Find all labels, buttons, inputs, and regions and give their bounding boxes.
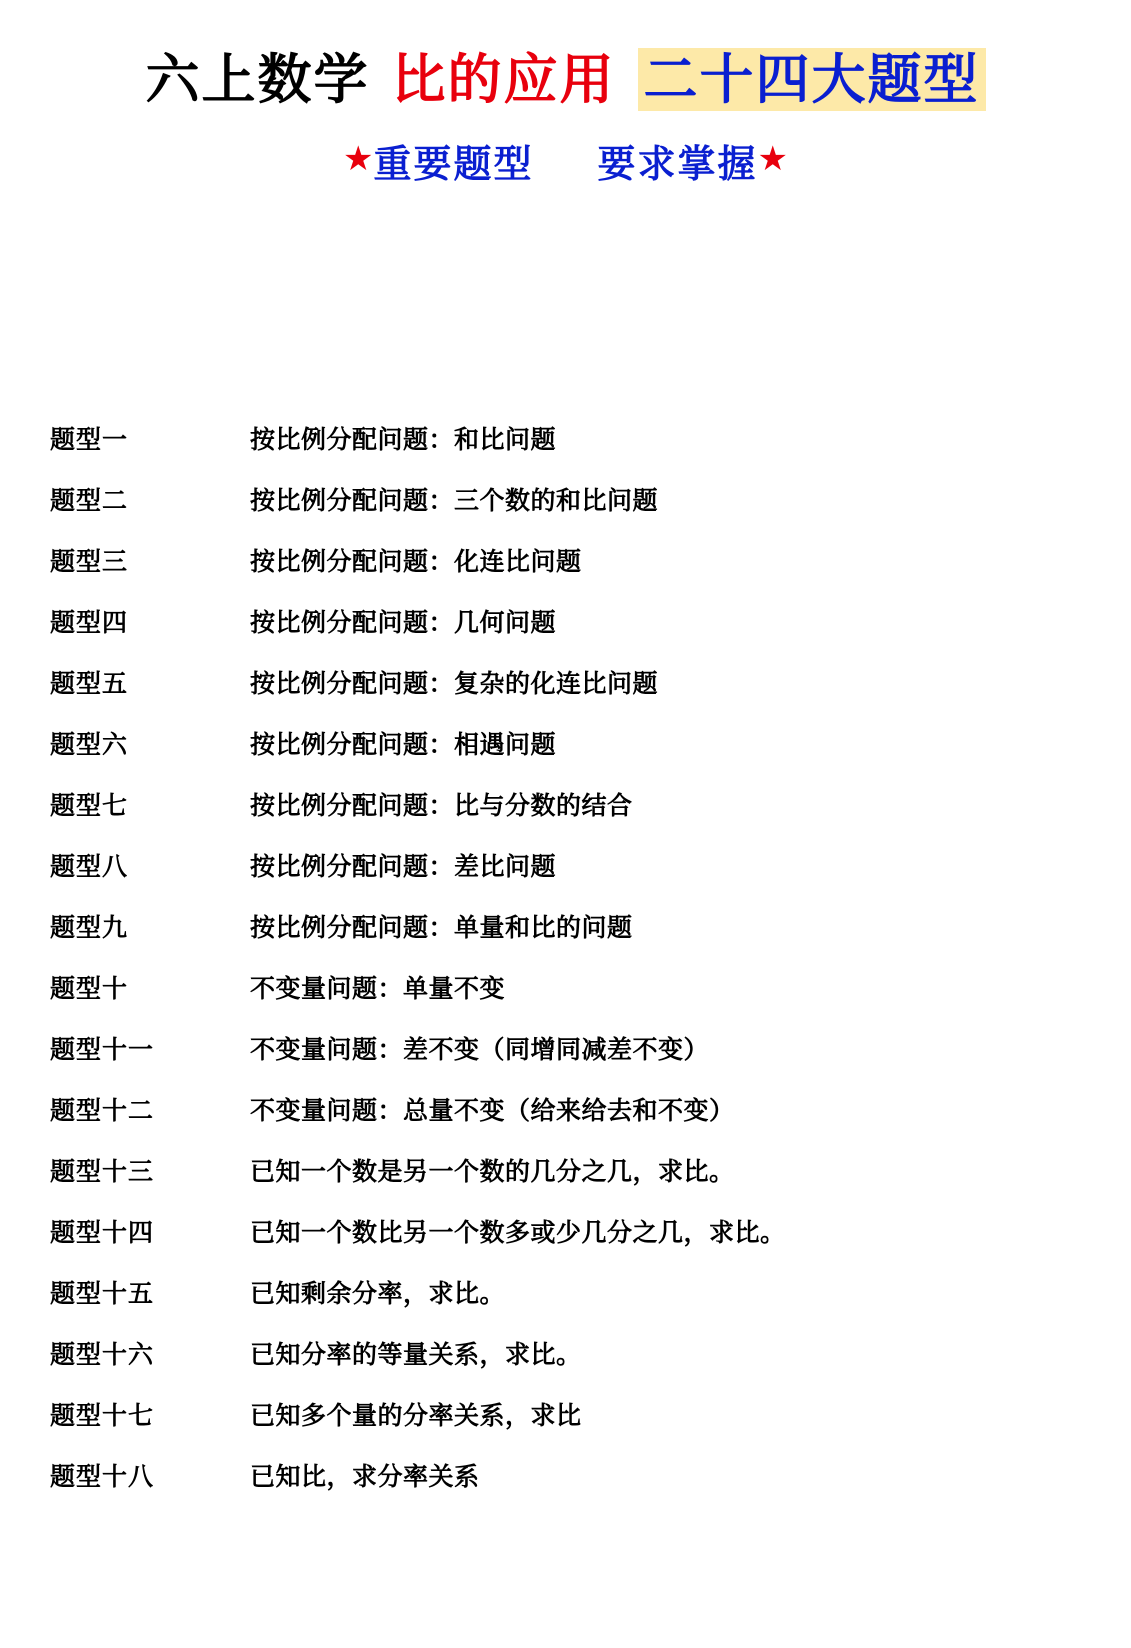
- list-item: [50, 542, 1091, 578]
- list-item: [50, 1091, 1091, 1127]
- item-number: 题型一: [50, 425, 129, 455]
- item-number: 题型二: [50, 486, 129, 516]
- item-number: 题型五: [50, 669, 129, 699]
- item-number: 题型六: [50, 730, 129, 760]
- item-number: 题型十一: [50, 1035, 155, 1065]
- list-item: [50, 786, 1091, 822]
- list-item: [50, 725, 1091, 761]
- item-label: 按比例分配问题：三个数的和比问题: [250, 486, 659, 516]
- item-label: 已知剩余分率，求比。: [250, 1279, 506, 1309]
- item-number: 题型十八: [50, 1462, 155, 1492]
- list-item: [50, 969, 1091, 1005]
- list-item: [50, 420, 1091, 456]
- item-label: 按比例分配问题：比与分数的结合: [250, 791, 633, 821]
- item-number: 题型九: [50, 913, 129, 943]
- list-item: [50, 908, 1091, 944]
- item-label: 已知比，求分率关系: [250, 1462, 480, 1492]
- subtitle-text-left: 重要题型: [373, 141, 534, 187]
- item-label: 按比例分配问题：和比问题: [250, 425, 557, 455]
- item-label: 按比例分配问题：差比问题: [250, 852, 557, 882]
- list-item: [50, 1335, 1091, 1371]
- question-type-list: [0, 420, 1131, 1493]
- item-label: 不变量问题：单量不变: [250, 974, 506, 1004]
- item-number: 题型十: [50, 974, 129, 1004]
- item-label: 已知一个数是另一个数的几分之几，求比。: [250, 1157, 735, 1187]
- document-page: [0, 48, 1131, 1648]
- item-label: 已知分率的等量关系，求比。: [250, 1340, 582, 1370]
- list-item: [50, 1274, 1091, 1310]
- item-number: 题型十二: [50, 1096, 155, 1126]
- title-part-topic: 比的应用: [391, 47, 616, 111]
- item-number: 题型八: [50, 852, 129, 882]
- item-label: 不变量问题：总量不变（给来给去和不变）: [250, 1096, 735, 1126]
- item-label: 按比例分配问题：单量和比的问题: [250, 913, 633, 943]
- item-number: 题型七: [50, 791, 129, 821]
- item-label: 已知多个量的分率关系，求比: [250, 1401, 582, 1431]
- item-number: 题型十四: [50, 1218, 155, 1248]
- item-number: 题型四: [50, 608, 129, 638]
- item-number: 题型三: [50, 547, 129, 577]
- list-item: [50, 1030, 1091, 1066]
- item-label: 按比例分配问题：化连比问题: [250, 547, 582, 577]
- subtitle-text-right: 要求掌握: [597, 141, 758, 187]
- list-item: [50, 1457, 1091, 1493]
- item-label: 按比例分配问题：相遇问题: [250, 730, 557, 760]
- list-item: [50, 1152, 1091, 1188]
- list-item: [50, 847, 1091, 883]
- star-icon-right: ★: [757, 138, 788, 179]
- item-number: 题型十七: [50, 1401, 155, 1431]
- item-label: 按比例分配问题：几何问题: [250, 608, 557, 638]
- list-item: [50, 1396, 1091, 1432]
- document-subtitle: [0, 133, 1131, 188]
- title-part-subject: 六上数学: [145, 47, 370, 111]
- item-label: 按比例分配问题：复杂的化连比问题: [250, 669, 659, 699]
- list-item: [50, 481, 1091, 517]
- list-item: [50, 1213, 1091, 1249]
- item-label: 不变量问题：差不变（同增同减差不变）: [250, 1035, 710, 1065]
- document-title: [0, 48, 1131, 111]
- star-icon-left: ★: [343, 138, 374, 179]
- title-part-count: 二十四大题型: [638, 48, 986, 111]
- item-number: 题型十五: [50, 1279, 155, 1309]
- list-item: [50, 603, 1091, 639]
- item-label: 已知一个数比另一个数多或少几分之几，求比。: [250, 1218, 786, 1248]
- item-number: 题型十三: [50, 1157, 155, 1187]
- list-item: [50, 664, 1091, 700]
- item-number: 题型十六: [50, 1340, 155, 1370]
